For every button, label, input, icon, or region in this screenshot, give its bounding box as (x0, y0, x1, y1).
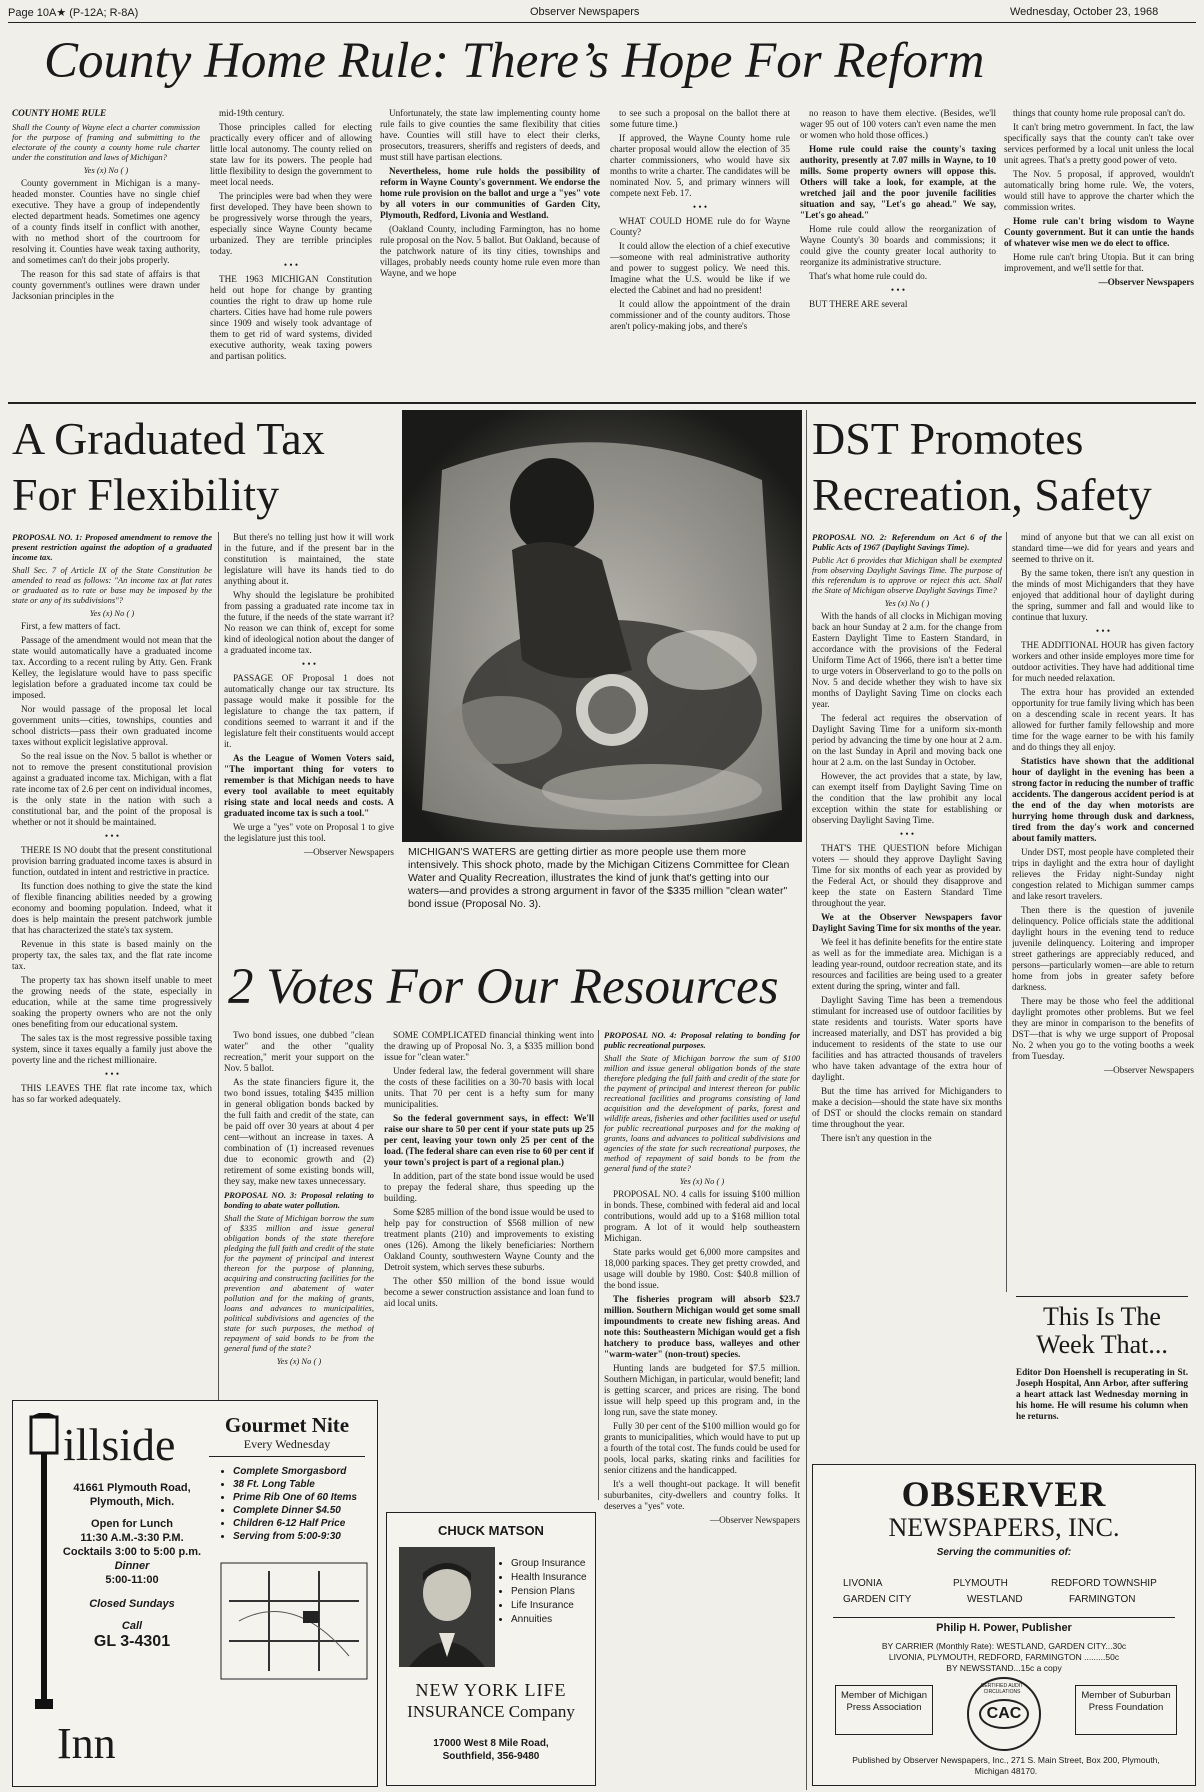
proposal-text: Shall Sec. 7 of Article IX of the State Constitution be amended to read as follows: "An income tax at flat rates or graduated as to rate or base may be imposed by the state or any of its subdivisions"? (12, 565, 212, 605)
paragraph: It could allow the appointment of the drain commissioner and of the county auditors. Those aren't policy-making jobs, and there's (610, 299, 790, 331)
map-illustration (219, 1561, 369, 1681)
paragraph: The principles were bad when they were first developed. They have been shown to be progressively worse through the years, especially since Wayne County became urbanized. They are terrible principles today. (210, 191, 372, 256)
paragraph: to see such a proposal on the ballot there at some future time.) (610, 108, 790, 129)
paragraph: It could allow the election of a chief executive—someone with real administrative authority and power to suggest policy. We need this. Imagine what the U.S. would be like if we elected the Cabinet and had no president! (610, 241, 790, 295)
paragraph: Why should the legislature be prohibited from passing a graduated rate income tax in the future, if the needs of the state warrant it? No reason we can think of, except for some kind of ideological notion about the danger of a graduated income tax. (224, 590, 394, 655)
ballot-title: COUNTY HOME RULE (12, 108, 107, 118)
proposal-choices: Yes (x) No ( ) (89, 608, 135, 618)
dst-headline-line-2: Recreation, Safety (812, 469, 1152, 520)
paragraph: So the federal government says, in effect: We'll raise our share to 50 per cent if your state puts up 25 per cent, leaving your town only 25 per cent of the load. (The federal share can even rise to 60 per cent if your town's project is part of a regional plan.) (384, 1113, 594, 1167)
home-rule-column-4 (610, 108, 790, 398)
community: REDFORD TOWNSHIP (1051, 1578, 1157, 1589)
byline: —Observer Newspapers (1103, 1065, 1194, 1075)
masthead-title-2: NEWSPAPERS, INC. (888, 1513, 1120, 1542)
agent-address-2: Southfield, 356-9480 (442, 1751, 540, 1762)
serving-label: Serving the communities of: (936, 1547, 1072, 1558)
proposal-4-text: Shall the State of Michigan borrow the sum of $100 million and issue general obligation bonds of the state therefore pledging the full faith and credit of the state for the payment of principal and interest thereon for public recreational facilities and programs consisting of land acquisition and the development of parks, forest and wildlife areas, fisheries and other facilities used or useful for public recreational purposes and for the making of grants, loans and advances to political subdivisions and agencies of the state for such recreational purposes, the method of repayment of said bonds to be from the general fund of the state? (604, 1053, 800, 1173)
proposal-3-choices: Yes (x) No ( ) (276, 1356, 322, 1366)
paragraph: The Nov. 5 proposal, if approved, wouldn't automatically bring home rule. We, the voters, would still have to approve the charter which the commission writes. (1004, 169, 1194, 212)
rate-line-2: LIVONIA, PLYMOUTH, REDFORD, FARMINGTON .........50c (888, 1652, 1120, 1662)
michigan-press-badge: Member of Michigan Press Association (835, 1685, 933, 1735)
resources-column-3 (604, 1030, 800, 1770)
paragraph: Those principles called for electing practically every officer and of allowing little local autonomy. The county relied on state law for its powers. The people had little flexibility to design the government to meet local needs. (210, 122, 372, 187)
byline: —Observer Newspapers (303, 847, 394, 857)
paragraph: Under DST, most people have completed their trips in daylight and the extra hour of daylight relieves the Friday night-Sunday night congestion related to Michigan summer camps and lake resort travelers. (1012, 847, 1194, 901)
paragraph: There isn't any question in the (821, 1133, 932, 1143)
paragraph: In addition, part of the state bond issue would be used to prepay the federal share, thus speeding up the building. (384, 1171, 594, 1203)
separator: • • • (283, 260, 299, 270)
home-rule-column-2 (210, 108, 372, 398)
menu-item: • Complete Dinner $4.50 (233, 1504, 383, 1517)
paragraph: The sales tax is the most regressive possible taxing system, since it taxes equally a family just above the poverty line and the richest millionaire. (12, 1033, 212, 1065)
service-item: • Health Insurance (511, 1571, 587, 1585)
agent-address-1: 17000 West 8 Mile Road, (433, 1738, 549, 1749)
paragraph: Nor would passage of the proposal let local government units—cities, townships, counties and school districts—pass their own graduated income taxes without explicit legislative approval. (12, 704, 212, 747)
paragraph: There may be those who feel the additional daylight promotes other problems. But we feel they are minor in comparison to the benefits of DST—that is why we urge support of Proposal No. 2 when you go to the voting booths a week from Tuesday. (1012, 996, 1194, 1061)
paragraph: Fully 30 per cent of the $100 million would go for grants to municipalities, which would have to put up a fourth of the total cost. The funds could be used for pools, local parks, skating rinks and facilities for senior citizens and the handicapped. (604, 1421, 800, 1475)
paragraph: mind of anyone but that we can all exist on standard time—we did for years and years and seemed to thrive on it. (1012, 532, 1194, 564)
resources-column-1 (224, 1030, 374, 1410)
paragraph: SOME COMPLICATED financial thinking went into the drawing up of Proposal No. 3, a $335 million bond issue for "clean water." (384, 1030, 594, 1062)
paragraph: So the real issue on the Nov. 5 ballot is whether or not to remove the present constitutional provision against a graduated income tax. Michigan, with a flat rate income tax of 2.6 per cent on individual incomes, is the only state in the nation with such a constitutional bar, and the point of the proposal is whether or not it should be maintained. (12, 751, 212, 827)
gourmet-nite-title: Gourmet Nite (224, 1413, 350, 1437)
paragraph: By the same token, there isn't any question in the minds of most Michiganders that they have enjoyed that additional hour of daylight during the spring, summer and fall and would like to continue that luxury. (1012, 568, 1194, 622)
masthead-title-1: OBSERVER (901, 1474, 1107, 1514)
page-number: Page 10A★ (P-12A; R-8A) (8, 7, 139, 19)
graduated-tax-column-2 (224, 532, 394, 952)
phone-number: GL 3-4301 (93, 1633, 171, 1650)
paragraph: Its function does nothing to give the state the kind of flexible financing abilities needed by a growing economy and booming population. Indeed, what it does is help maintain the present patchwork jumble that has characterized the state's tax system. (12, 881, 212, 935)
paragraph: We urge a "yes" vote on Proposal 1 to give the legislature just this tool. (224, 822, 394, 843)
company-line-1: NEW YORK LIFE (415, 1680, 567, 1700)
rate-line-1: BY CARRIER (Monthly Rate): WESTLAND, GARDEN CITY...30c (881, 1641, 1127, 1651)
menu-item: • 38 Ft. Long Table (233, 1478, 383, 1491)
paragraph: The federal act requires the observation of Daylight Saving Time for a uniform six-month period by advancing the time by one hour at 2 a.m. on the last Sunday in April and moving back one hour at 2 a.m. on the last Sunday in October. (812, 713, 1002, 767)
ballot-choices: Yes (x) No ( ) (83, 165, 129, 175)
paragraph: The fisheries program will absorb $23.7 million. Southern Michigan would get some small impoundments to create new fishing areas. And note this: Southeastern Michigan would get a fish hatchery to produce bass, walleyes and other "warm-water" (non-trout) species. (604, 1294, 800, 1359)
dst-column-1 (812, 532, 1002, 1492)
paragraph: no reason to have them elective. (Besides, we'll wager 95 out of 100 voters can't even name the men or women who hold those offices.) (800, 108, 996, 140)
dst-column-2 (1012, 532, 1194, 1302)
paragraph: Home rule could allow the reorganization of Wayne County's 30 boards and commissions; it could give the county greater local authority to reorganize its administrative structure. (800, 224, 996, 267)
paragraph: Daylight Saving Time has been a tremendous stimulant for increased use of outdoor facilities by state residents and tourists. Water sports have increased materially, and DST has provided a big inducement to residents of the state to use our facilities and has attracted thousands of travelers who have taken advantage of the extra hour of daylight. (812, 995, 1002, 1082)
paragraph: The reason for this sad state of affairs is that county government's outlines were drawn under Jacksonian principles in the (12, 269, 200, 301)
paragraph: Unfortunately, the state law implementing county home rule fails to give counties the same flexibility that cities have. Counties will still have to elect their clerks, prosecutors, treasurers, sheriffs and registers of deeds, and must still have partisan elections. (380, 108, 600, 162)
ballot-text: Shall the County of Wayne elect a charter commission for the purpose of framing and submitting to the electorate of the county a county home rule charter under the constitution and laws of Michigan? (12, 122, 200, 162)
dst-headline-line-1: DST Promotes (812, 413, 1084, 464)
services-list (501, 1557, 587, 1627)
home-rule-column-3 (380, 108, 600, 398)
graduated-tax-column-1 (12, 532, 212, 1396)
lunch-label: Open for Lunch (91, 1518, 173, 1530)
paragraph: THERE IS NO doubt that the present constitutional provision barring graduated income taxes is absurd in function, outdated in intent and restrictive in practice. (12, 845, 212, 877)
paragraph: That's what home rule could do. (809, 271, 928, 281)
paragraph: WHAT COULD HOME rule do for Wayne County? (610, 216, 790, 237)
separator: • • • (890, 285, 906, 295)
cocktails: Cocktails 3:00 to 5:00 p.m. (62, 1546, 202, 1558)
menu-list (223, 1465, 383, 1543)
community: GARDEN CITY (843, 1594, 912, 1605)
paragraph: Two bond issues, one dubbed "clean water" and the other "quality recreation," merit your support on the Nov. 5 ballot. (224, 1030, 374, 1073)
paragraph: But there's no telling just how it will work in the future, and if the present bar in the constitution is maintained, the state legislature will have its hands tied to do anything about it. (224, 532, 394, 586)
community: FARMINGTON (1069, 1594, 1136, 1605)
separator: • • • (301, 659, 317, 669)
subscription-rates (833, 1641, 1175, 1674)
paragraph: mid-19th century. (219, 108, 285, 118)
issue-date: Wednesday, October 23, 1968 (1010, 6, 1159, 18)
service-item: • Annuities (511, 1613, 587, 1627)
graduated-tax-headline-line-2: For Flexibility (12, 469, 280, 520)
paragraph: Then there is the question of juvenile delinquency. Police officials state the additional daylight hours in the evening tend to reduce juvenile delinquency. Loitering and improper street gatherings are appreciably reduced, and persons—particularly women—are able to return home from jobs in greater safety before darkness. (1012, 905, 1194, 992)
menu-item: • Serving from 5:00-9:30 (233, 1530, 383, 1543)
paragraph: Home rule can't bring wisdom to Wayne County government. But it can untie the hands of whatever wise men we do elect to office. (1004, 216, 1194, 248)
separator: • • • (104, 831, 120, 841)
byline: —Observer Newspapers (709, 1515, 800, 1525)
suburban-press-badge: Member of Suburban Press Foundation (1075, 1685, 1177, 1735)
menu-item: • Prime Rib One of 60 Items (233, 1491, 383, 1504)
paragraph: First, a few matters of fact. (21, 621, 121, 631)
lunch-hours: 11:30 A.M.-3:30 P.M. (80, 1532, 184, 1544)
resources-headline: 2 Votes For Our Resources (228, 959, 779, 1015)
home-rule-column-5 (800, 108, 996, 398)
paragraph: Some $285 million of the bond issue would be used to help pay for construction of $568 million of new treatment plants (210) and improvements to existing ones (126). Among the likely beneficiaries: Northern Oakland County, southwestern Wayne County and the Detroit system, which serves these suburbs. (384, 1207, 594, 1272)
paragraph: We at the Observer Newspapers favor Daylight Saving Time for six months of the year. (812, 912, 1002, 933)
paragraph: Nevertheless, home rule holds the possibility of reform in Wayne County's government. We endorse the home rule provision on the ballot and urge a "yes" vote by all voters in our communities of Garden City, Plymouth, Redford, Livonia and Westland. (380, 166, 600, 220)
week-that-title-line-1: This Is The (1043, 1302, 1161, 1331)
hillside-inn-ad (12, 1400, 378, 1787)
address-line-2: Plymouth, Mich. (89, 1496, 175, 1508)
hillside-name-bottom: Inn (57, 1719, 116, 1768)
menu-item: • Children 6-12 Half Price (233, 1517, 383, 1530)
paragraph: THIS LEAVES THE flat rate income tax, which has so far worked adequately. (12, 1083, 212, 1104)
paragraph: The extra hour has provided an extended opportunity for true family living which has been on a descending scale in recent years. It has allowed for further family fellowship and more time for the wage earner to be with his family and do things they all enjoy. (1012, 687, 1194, 752)
proposal-title: PROPOSAL NO. 1: Proposed amendment to remove the present restriction against the adoption of a graduated income tax. (12, 532, 212, 562)
closed-notice: Closed Sundays (89, 1598, 175, 1610)
gourmet-nite-block (209, 1413, 365, 1457)
byline: —Observer Newspapers (1098, 277, 1194, 287)
paragraph: (Oakland County, including Farmington, has no home rule proposal on the Nov. 5 ballot. But Oakland, because of the patchwork nature of its tiny cities, townships and villages, probably needs county home rule even more than Wayne, and we hope (380, 224, 600, 278)
paragraph: BUT THERE ARE several (809, 299, 908, 309)
week-that-title-line-2: Week That... (1036, 1330, 1168, 1359)
proposal-3-title: PROPOSAL NO. 3: Proposal relating to bonding to abate water pollution. (224, 1190, 374, 1210)
week-that-box (1016, 1296, 1188, 1422)
service-item: • Life Insurance (511, 1599, 587, 1613)
separator: • • • (899, 829, 915, 839)
paragraph: County government in Michigan is a many-headed monster. Counties have no single chief executive. They have a group of independently elected department heads. Sometimes one agency of a county finds itself in conflict with another, with no method short of the courtroom for resolving it. Counties have weak taxing authority, and sometimes can't do their jobs properly. (12, 178, 200, 265)
paragraph: things that county home rule proposal can't do. (1013, 108, 1186, 118)
paragraph: With the hands of all clocks in Michigan moving back an hour Sunday at 2 a.m. for the change from Eastern Daylight Time to Eastern Standard, in accordance with the provisions of the Federal Uniform Time Act of 1966, there isn't a better time to urge voters in Observerland to go to the polls on Nov. 5 and decide whether they wish to have six months of Daylight Saving Time on clocks each year. (812, 611, 1002, 709)
proposal-4-title: PROPOSAL NO. 4: Proposal relating to bonding for public recreational purposes. (604, 1030, 800, 1050)
agent-name: CHUCK MATSON (438, 1523, 544, 1538)
community: WESTLAND (967, 1594, 1023, 1605)
proposal-text: Public Act 6 provides that Michigan shall be exempted from observing Daylight Savings Time. The purpose of this referendum is to approve or reject this act. Shall the State of Michigan observe Daylight Savings Time? (812, 555, 1002, 595)
separator: • • • (104, 1069, 120, 1079)
paragraph: PROPOSAL NO. 4 calls for issuing $100 million in bonds. These, combined with federal aid and local contributions, would add up to a $168 million total program. A lot of it would help southeastern Michigan. (604, 1189, 800, 1243)
separator: • • • (692, 202, 708, 212)
pollution-photo (402, 410, 802, 842)
paragraph: The other $50 million of the bond issue would become a sewer construction assistance and loan fund to aid local units. (384, 1276, 594, 1308)
hillside-address (57, 1481, 207, 1651)
paragraph: Revenue in this state is based mainly on the property tax, the sales tax, and the flat rate income tax. (12, 939, 212, 971)
home-rule-column-6 (1004, 108, 1194, 398)
proposal-3-text: Shall the State of Michigan borrow the sum of $335 million and issue general obligation bonds of the state therefore pledging the full faith and credit of the state for the payment of principal and interest thereon for the purpose of planning, acquiring and constructing facilities for the prevention and abatement of water pollution and for the making of grants, loans and advances to municipalities, political subdivisions and agencies of the state for such purposes, the method of repayment of said bonds to be from the general fund of the state? (224, 1213, 374, 1353)
call-label: Call (121, 1620, 143, 1632)
paragraph: Statistics have shown that the additional hour of daylight in the evening has been a strong factor in reducing the number of traffic accidents. The dangerous accident period is at the end of the day when motorists are hurrying home through dusk and darkness, tired from the day's work and concerned about family matters. (1012, 756, 1194, 843)
menu-item: • Complete Smorgasbord (233, 1465, 383, 1478)
rate-line-3: BY NEWSSTAND...15c a copy (946, 1663, 1062, 1673)
home-rule-headline: County Home Rule: There’s Hope For Reform (44, 33, 985, 89)
published-by: Published by Observer Newspapers, Inc., 271 S. Main Street, Box 200, Plymouth, Michigan 48170. (852, 1755, 1160, 1776)
paragraph: We feel it has definite benefits for the entire state as well as for the immediate area. Michigan is a leading year-round, outdoor recreation state, and its resources and facilities are being used to a greater extent during the spring, winter and fall. (812, 937, 1002, 991)
dinner-label: Dinner (114, 1560, 150, 1572)
insurance-company (387, 1679, 595, 1763)
photo-caption: MICHIGAN'S WATERS are getting dirtier as more people use them more intensively. This shock photo, made by the Michigan Citizens Committee for Clean Water and Quality Recreation, illustrates the kind of junk that's getting into our waters—and provides a strong argument in favor of the $335 million "clean water" bond issue (Proposal No. 3). (408, 846, 790, 910)
paragraph: THE ADDITIONAL HOUR has given factory workers and other inside employes more time for outdoor activities. They have had additional time for much needed relaxation. (1012, 640, 1194, 683)
paragraph: If approved, the Wayne County home rule charter proposal would allow the election of 35 charter commissioners, who would have six months to write a charter. The candidates will be nominated Nov. 5, and primary winners will compete next Feb. 17. (610, 133, 790, 198)
chuck-matson-ad (386, 1512, 596, 1786)
agent-portrait (399, 1547, 495, 1667)
paragraph: PASSAGE OF Proposal 1 does not automatically change our tax structure. Its passage would make it possible for the legislature to change the tax pattern, if conditions seemed to warrant it and if the legislature felt their constituents would accept it. (224, 673, 394, 749)
publisher-line: Philip H. Power, Publisher (833, 1617, 1175, 1634)
proposal-4-choices: Yes (x) No ( ) (679, 1176, 725, 1186)
paragraph: Hunting lands are budgeted for $7.5 million. Southern Michigan, in particular, would benefit; land is getting scarcer, and prices are rising. The bond issue will help speed up this program and, in the long run, save the state money. (604, 1363, 800, 1417)
cac-seal-icon (967, 1677, 1041, 1751)
separator: • • • (1095, 626, 1111, 636)
home-rule-column-1 (12, 108, 200, 398)
community: PLYMOUTH (953, 1578, 1008, 1589)
paragraph: THE 1963 MICHIGAN Constitution held out hope for change by granting counties the right to draw up home rule charters. Cities have had home rule powers since 1909 and wisely took advantage of them to get rid of ward systems, divided executive authority, weak taxing powers and partisan politics. (210, 274, 372, 361)
dinner-hours: 5:00-11:00 (105, 1574, 159, 1586)
paragraph: As the League of Women Voters said, "The important thing for voters to remember is that Michigan needs to have every tool available to meet equitably rising state and local needs and costs. A graduated income tax is such a tool." (224, 753, 394, 818)
paragraph: THAT'S THE QUESTION before Michigan voters — should they approve Daylight Saving Time for six months of each year as provided by the Federal Act, or should they disapprove and keep the state on Eastern Standard Time throughout the year. (812, 843, 1002, 908)
paragraph: The property tax has shown itself unable to meet the growing needs of the state, especially in education, while at the same time progressively soaking the property owners who are not the only ones benefiting from our educational system. (12, 975, 212, 1029)
observer-masthead (812, 1464, 1196, 1786)
paragraph: It can't bring metro government. In fact, the law specifically says that the county can't take over services performed by a local unit unless the local unit agrees. That's a pretty good power of veto. (1004, 122, 1194, 165)
cac-seal-letters: CAC (979, 1699, 1029, 1729)
paragraph: State parks would get 6,000 more campsites and 18,000 parking spaces. They get pretty crowded, and usage will double by 1980. Cost: $40.8 million of the bond issue. (604, 1247, 800, 1290)
proposal-title: PROPOSAL NO. 2: Referendum on Act 6 of the Public Acts of 1967 (Daylight Savings Time). (812, 532, 1002, 552)
company-line-2: INSURANCE Company (407, 1702, 575, 1721)
address-line-1: 41661 Plymouth Road, (73, 1482, 191, 1494)
paragraph: Passage of the amendment would not mean that the state would automatically have a graduated income tax. According to a recent ruling by Atty. Gen. Frank Kelley, the legislature would have to pass specific legislation before a graduated income tax could be imposed. (12, 635, 212, 700)
paragraph: As the state financiers figure it, the two bond issues, totaling $435 million in general obligation bonds backed by the full faith and credit of the state, can be paid off over 30 years at about 4 per cent—without an increase in taxes. A combination of (1) increased revenues due to economic growth and (2) retirement of some existing bonds will, they say, make new taxes unnecessary. (224, 1077, 374, 1186)
paragraph: Home rule can't bring Utopia. But it can bring improvement, and we'll settle for that. (1004, 252, 1194, 273)
paragraph: Under federal law, the federal government will share the costs of these facilities on a 30-70 basis with local units. That 70 per cent is a hefty sum for many municipalities. (384, 1066, 594, 1109)
graduated-tax-headline-line-1: A Graduated Tax (12, 413, 325, 464)
paragraph: It's a well thought-out package. It will benefit suburbanites, city-dwellers and country folks. It deserves a "yes" vote. (604, 1479, 800, 1511)
proposal-choices: Yes (x) No ( ) (884, 598, 930, 608)
week-that-text: Editor Don Hoenshell is recuperating in St. Joseph Hospital, Ann Arbor, after suffering a heart attack last Wednesday morning in his home. He will resume his column when he returns. (1016, 1367, 1188, 1421)
service-item: • Pension Plans (511, 1585, 587, 1599)
paragraph: However, the act provides that a state, by law, can exempt itself from Daylight Saving Time on the condition that the law prohibit any local exception within the state for establishing or observing Daylight Saving Time. (812, 771, 1002, 825)
service-item: • Group Insurance (511, 1557, 587, 1571)
lamp-post-icon (27, 1413, 61, 1713)
cac-seal-ring: CERTIFIED AUDIT CIRCULATIONS (980, 1683, 1024, 1695)
newspaper-name: Observer Newspapers (530, 6, 640, 18)
photo-illustration (402, 410, 802, 842)
gourmet-nite-subtitle: Every Wednesday (209, 1437, 365, 1457)
paragraph: Home rule could raise the county's taxing authority, presently at 7.07 mills in Wayne, to 10 mills. Some property owners will oppose this. Others will take a look, for example, at the wretched jail and the poor juvenile facilities situation and say, "Let's go ahead." We say, "Let's go ahead." (800, 144, 996, 220)
community: LIVONIA (843, 1578, 883, 1589)
hillside-name-top: illside (63, 1419, 176, 1470)
resources-column-2 (384, 1030, 594, 1460)
paragraph: But the time has arrived for Michiganders to make a decision—should the state have six months of DST or should the clocks remain on standard time throughout the year. (812, 1086, 1002, 1129)
